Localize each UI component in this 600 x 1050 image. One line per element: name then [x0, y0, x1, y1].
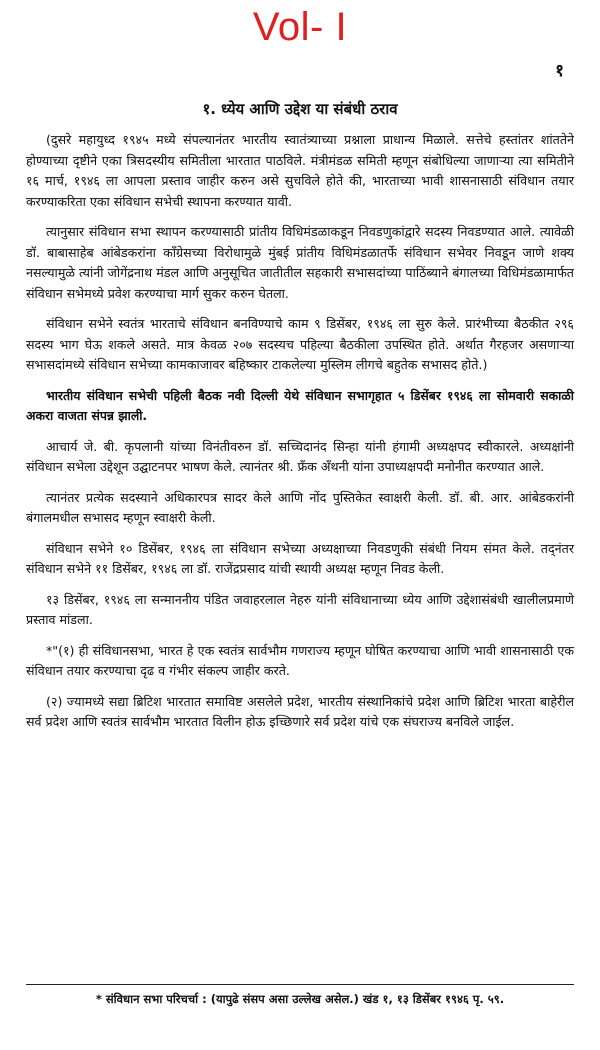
paragraph-resolution-clause-1: *"(१) ही संविधानसभा, भारत हे एक स्वतंत्र सार्वभौम गणराज्य म्हणून घोषित करण्याचा आणि भावी शासनासाठी एक संविधान तयार करण्याचा दृढ व गंभीर संकल्प जाहीर करते.	[26, 642, 574, 678]
paragraph-president-election: संविधान सभेने १० डिसेंबर, १९४६ ला संविधान सभेच्या अध्यक्षाच्या निवडणुकी संबंधी नियम संमत केले. तद्नंतर संविधान सभेने ११ डिसेंबर, १९४६ ला डॉ. राजेंद्रप्रसाद यांची स्थायी अध्यक्ष म्हणून निवड केली.	[26, 540, 574, 576]
section-heading: १. ध्येय आणि उद्देश या संबंधी ठराव	[202, 100, 398, 118]
document-body	[26, 98, 574, 743]
paragraph-objectives-resolution: १३ डिसेंबर, १९४६ ला सन्माननीय पंडित जवाहरलाल नेहरु यांनी संविधानाच्या ध्येय आणि उद्देशासंबंधी खालीलप्रमाणे प्रस्ताव मांडला.	[26, 591, 574, 627]
page-number: १	[555, 61, 564, 81]
paragraph-elections: त्यानुसार संविधान सभा स्थापन करण्यासाठी प्रांतीय विधिमंडळाकडून निवडणुकांद्वारे सदस्य निवडण्यात आले. त्यावेळी डॉ. बाबासाहेब आंबेडकरांना कॉंग्रेसच्या विरोधामुळे मुंबई प्रांतीय विधिमंडळातर्फे संविधान सभेवर निवडून जाणे शक्य नसल्यामुळे त्यांनी जोगेंद्रनाथ मंडल आणि अनुसूचित जातीतील सहकारी सभासदांच्या पाठिंब्याने बंगालच्या विधिमंडळामार्फत संविधान सभेमध्ये प्रवेश करण्याचा मार्ग सुकर करुन घेतला.	[26, 224, 574, 301]
footnote: * संविधान सभा परिचर्चा : (यापुढे संसप असा उल्लेख असेल.) खंड १, १३ डिसेंबर १९४६ पृ. ५९.	[95, 992, 505, 1006]
paragraph-interim-president: आचार्य जे. बी. कृपलानी यांच्या विनंतीवरुन डॉ. सच्चिदानंद सिन्हा यांनी हंगामी अध्यक्षपद स्वीकारले. अध्यक्षांनी संविधान सभेला उद्देशून उद्घाटनपर भाषण केले. त्यानंतर श्री. फ्रँक अँथनी यांना उपाध्यक्षपदी मनोनीत करण्यात आले.	[26, 438, 574, 474]
volume-title: Vol- I	[252, 5, 348, 49]
footnote-divider	[26, 984, 574, 985]
paragraph-first-meeting: भारतीय संविधान सभेची पहिली बैठक नवी दिल्ली येथे संविधान सभागृहात ५ डिसेंबर १९४६ ला सोमवारी सकाळी अकरा वाजता संपन्न झाली.	[26, 387, 574, 423]
paragraph-resolution-clause-2: (२) ज्यामध्ये सद्या ब्रिटिश भारतात समाविष्ट असलेले प्रदेश, भारतीय संस्थानिकांचे प्रदेश आणि ब्रिटिश भारता बाहेरील सर्व प्रदेश आणि स्वतंत्र सार्वभौम भारतात विलीन होऊ इच्छिणारे सर्व प्रदेश यांचे एक संघराज्य बनविले जाईल.	[26, 693, 574, 729]
paragraph-assembly-start: संविधान सभेने स्वतंत्र भारताचे संविधान बनविण्याचे काम ९ डिसेंबर, १९४६ ला सुरु केले. प्रारंभीच्या बैठकीत २९६ सदस्य भाग घेऊ शकले असते. मात्र केवळ २०७ सदस्यच पहिल्या बैठकीला उपस्थित होते. अर्थात गैरहजर असणाऱ्या सभासदांमध्ये संविधान सभेच्या कामकाजावर बहिष्कार टाकलेल्या मुस्लिम लीगचे बहुतेक सभासद होते.)	[26, 316, 574, 372]
paragraph-credentials: त्यानंतर प्रत्येक सदस्याने अधिकारपत्र सादर केले आणि नोंद पुस्तिकेत स्वाक्षरी केली. डॉ. बी. आर. आंबेडकरांनी बंगालमधील सभासद म्हणून स्वाक्षरी केली.	[26, 489, 574, 525]
paragraph-background: (दुसरे महायुध्द १९४५ मध्ये संपल्यानंतर भारतीय स्वातंत्र्याच्या प्रश्नाला प्राधान्य मिळाले. सत्तेचे हस्तांतर शांततेने होण्याच्या दृष्टीने एका त्रिसदस्यीय समितीला भारतात पाठविले. मंत्रीमंडळ समिती म्हणून संबोधिल्या जाणाऱ्या त्या समितीने १६ मार्च, १९४६ ला आपला प्रस्ताव जाहीर करुन असे सुचविले होते की, भारताच्या भावी शासनासाठी संविधान तयार करण्याकरिता एका संविधान सभेची स्थापना करण्यात यावी.	[26, 132, 574, 209]
